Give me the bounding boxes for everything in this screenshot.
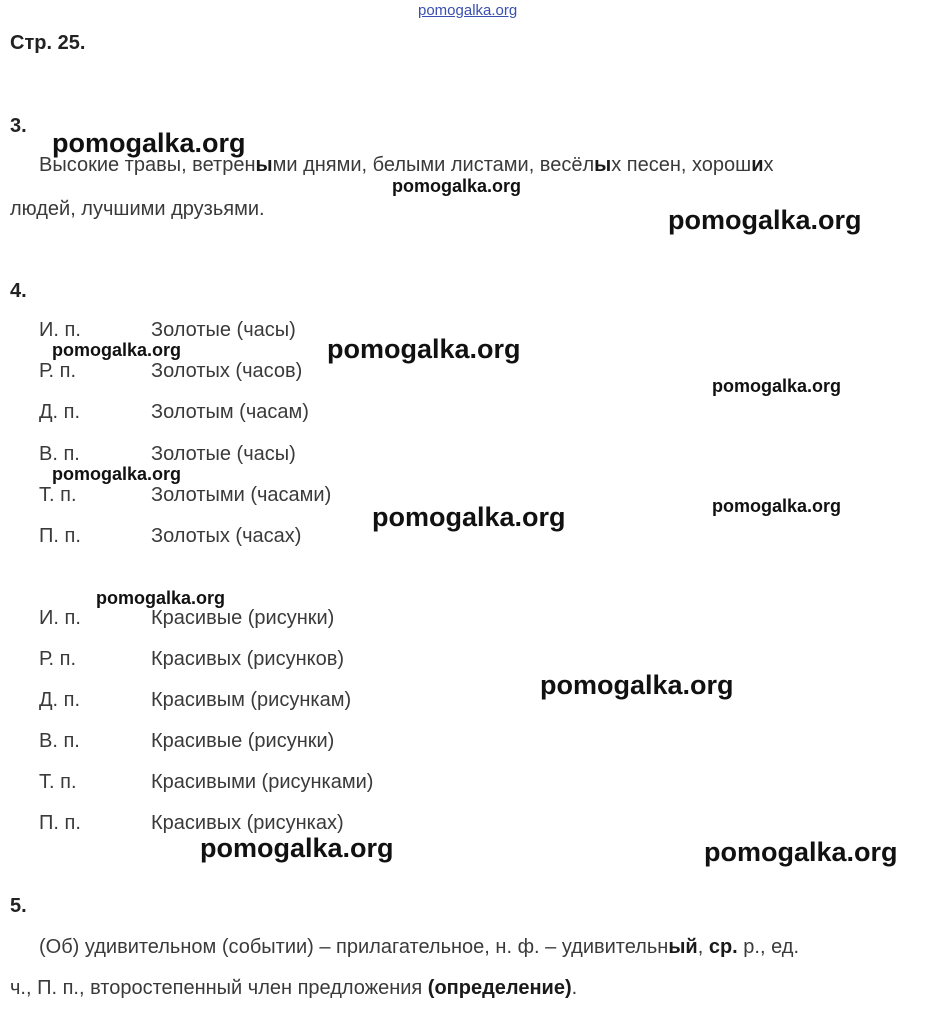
table-2-row-1-form: Красивые (рисунки)	[151, 607, 335, 629]
watermark: pomogalka.org	[52, 128, 246, 158]
watermark: pomogalka.org	[704, 837, 898, 867]
table-1-row-5-form: Золотыми (часами)	[151, 484, 332, 506]
page-heading: Стр. 25.	[10, 32, 86, 54]
watermark: pomogalka.org	[712, 496, 842, 516]
table-1-row-3-form: Золотым (часам)	[151, 401, 309, 423]
exercise-3-line-1: Высокие травы, ветреными днями, белыми листами, весёлых песен, хороших	[39, 154, 774, 176]
watermark: pomogalka.org	[392, 176, 522, 196]
table-1-row-1-case: И. п.	[39, 319, 81, 341]
table-2-row-5-case: Т. п.	[39, 771, 77, 793]
watermark: pomogalka.org	[540, 670, 734, 700]
table-2-row-2-form: Красивых (рисунков)	[151, 648, 345, 670]
table-2-row-3-form: Красивым (рисункам)	[151, 689, 352, 711]
exercise-3-number: 3.	[10, 115, 27, 137]
exercise-5-line-1: (Об) удивительном (событии) – прилагательное, н. ф. – удивительный, ср. р., ед.	[39, 936, 799, 958]
table-1-row-2-case: Р. п.	[39, 360, 77, 382]
table-2-row-2-case: Р. п.	[39, 648, 77, 670]
watermark: pomogalka.org	[327, 334, 521, 364]
table-1-row-6-form: Золотых (часах)	[151, 525, 302, 547]
watermark: pomogalka.org	[712, 376, 842, 396]
table-2-row-6-form: Красивых (рисунках)	[151, 812, 344, 834]
table-2-row-1-case: И. п.	[39, 607, 81, 629]
exercise-4-number: 4.	[10, 280, 27, 302]
watermark: pomogalka.org	[200, 833, 394, 863]
table-2-row-5-form: Красивыми (рисунками)	[151, 771, 374, 793]
watermark: pomogalka.org	[96, 588, 226, 608]
table-2-row-6-case: П. п.	[39, 812, 81, 834]
exercise-5-line-2: ч., П. п., второстепенный член предложения (определение).	[10, 977, 578, 999]
table-2-row-4-form: Красивые (рисунки)	[151, 730, 335, 752]
watermark: pomogalka.org	[52, 464, 182, 484]
exercise-5-number: 5.	[10, 895, 27, 917]
table-1-row-6-case: П. п.	[39, 525, 81, 547]
table-2-row-3-case: Д. п.	[39, 689, 81, 711]
table-1-row-2-form: Золотых (часов)	[151, 360, 303, 382]
table-2-row-4-case: В. п.	[39, 730, 80, 752]
table-1-row-1-form: Золотые (часы)	[151, 319, 296, 341]
table-1-row-4-form: Золотые (часы)	[151, 443, 296, 465]
top-site-link[interactable]: pomogalka.org	[418, 2, 518, 19]
watermark: pomogalka.org	[52, 340, 182, 360]
table-1-row-3-case: Д. п.	[39, 401, 81, 423]
table-1-row-4-case: В. п.	[39, 443, 80, 465]
table-1-row-5-case: Т. п.	[39, 484, 77, 506]
exercise-3-line-2: людей, лучшими друзьями.	[10, 198, 265, 220]
watermark: pomogalka.org	[668, 205, 862, 235]
watermark: pomogalka.org	[372, 502, 566, 532]
